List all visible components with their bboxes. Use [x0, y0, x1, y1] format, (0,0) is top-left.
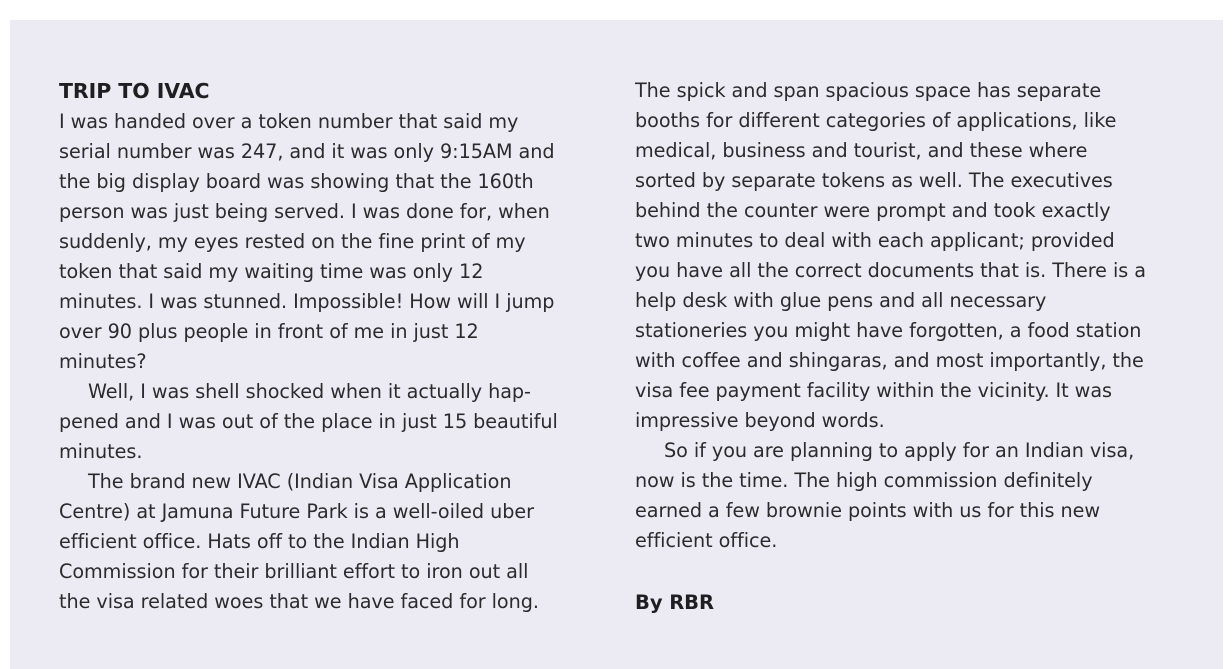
text-line: booths for different categories of applications, like: [635, 109, 1117, 132]
top-margin: [0, 0, 1232, 20]
text-line: person was just being served. I was done for, when: [59, 200, 550, 223]
text-line: token that said my waiting time was only 12: [59, 260, 484, 283]
right-margin: [1223, 0, 1232, 669]
text-line: Well, I was shell shocked when it actually hap-: [88, 380, 531, 403]
text-line: medical, business and tourist, and these where: [635, 139, 1088, 162]
text-line: minutes.: [59, 440, 143, 463]
text-line: suddenly, my eyes rested on the fine print of my: [59, 230, 526, 253]
paragraph-4: [635, 76, 1180, 436]
article-heading: TRIP TO IVAC: [59, 79, 210, 103]
text-line: efficient office. Hats off to the Indian High: [59, 530, 460, 553]
paragraph-1: [59, 107, 599, 377]
article-panel: [10, 20, 1223, 669]
text-line: serial number was 247, and it was only 9:15AM and: [59, 140, 555, 163]
text-line: the big display board was showing that the 160th: [59, 170, 534, 193]
text-line: The brand new IVAC (Indian Visa Application: [88, 470, 512, 493]
text-line: pened and I was out of the place in just 15 beautiful: [59, 410, 558, 433]
text-line: two minutes to deal with each applicant; provided: [635, 229, 1115, 252]
text-line: Commission for their brilliant effort to iron out all: [59, 560, 529, 583]
paragraph-3: [59, 467, 599, 617]
text-line: now is the time. The high commission definitely: [635, 469, 1093, 492]
text-line: help desk with glue pens and all necessary: [635, 289, 1047, 312]
text-line: So if you are planning to apply for an Indian visa,: [664, 439, 1135, 462]
text-line: The spick and span spacious space has separate: [635, 79, 1102, 102]
paragraph-5: [635, 436, 1180, 556]
text-line: minutes?: [59, 350, 147, 373]
text-line: efficient office.: [635, 529, 778, 552]
text-line: with coffee and shingaras, and most importantly, the: [635, 349, 1144, 372]
left-column: [59, 75, 599, 617]
text-line: you have all the correct documents that is. There is a: [635, 259, 1146, 282]
right-column: [635, 75, 1180, 618]
left-margin: [0, 0, 10, 669]
text-line: impressive beyond words.: [635, 409, 885, 432]
text-line: the visa related woes that we have faced for long.: [59, 590, 539, 613]
text-line: minutes. I was stunned. Impossible! How will I jump: [59, 290, 555, 313]
text-line: I was handed over a token number that said my: [59, 110, 519, 133]
paragraph-2: [59, 377, 599, 467]
byline: By RBR: [635, 591, 714, 614]
text-line: Centre) at Jamuna Future Park is a well-oiled uber: [59, 500, 534, 523]
text-line: earned a few brownie points with us for this new: [635, 499, 1100, 522]
text-line: visa fee payment facility within the vicinity. It was: [635, 379, 1112, 402]
text-line: sorted by separate tokens as well. The executives: [635, 169, 1113, 192]
text-line: stationeries you might have forgotten, a food station: [635, 319, 1142, 342]
text-line: behind the counter were prompt and took exactly: [635, 199, 1111, 222]
text-line: over 90 plus people in front of me in just 12: [59, 320, 479, 343]
